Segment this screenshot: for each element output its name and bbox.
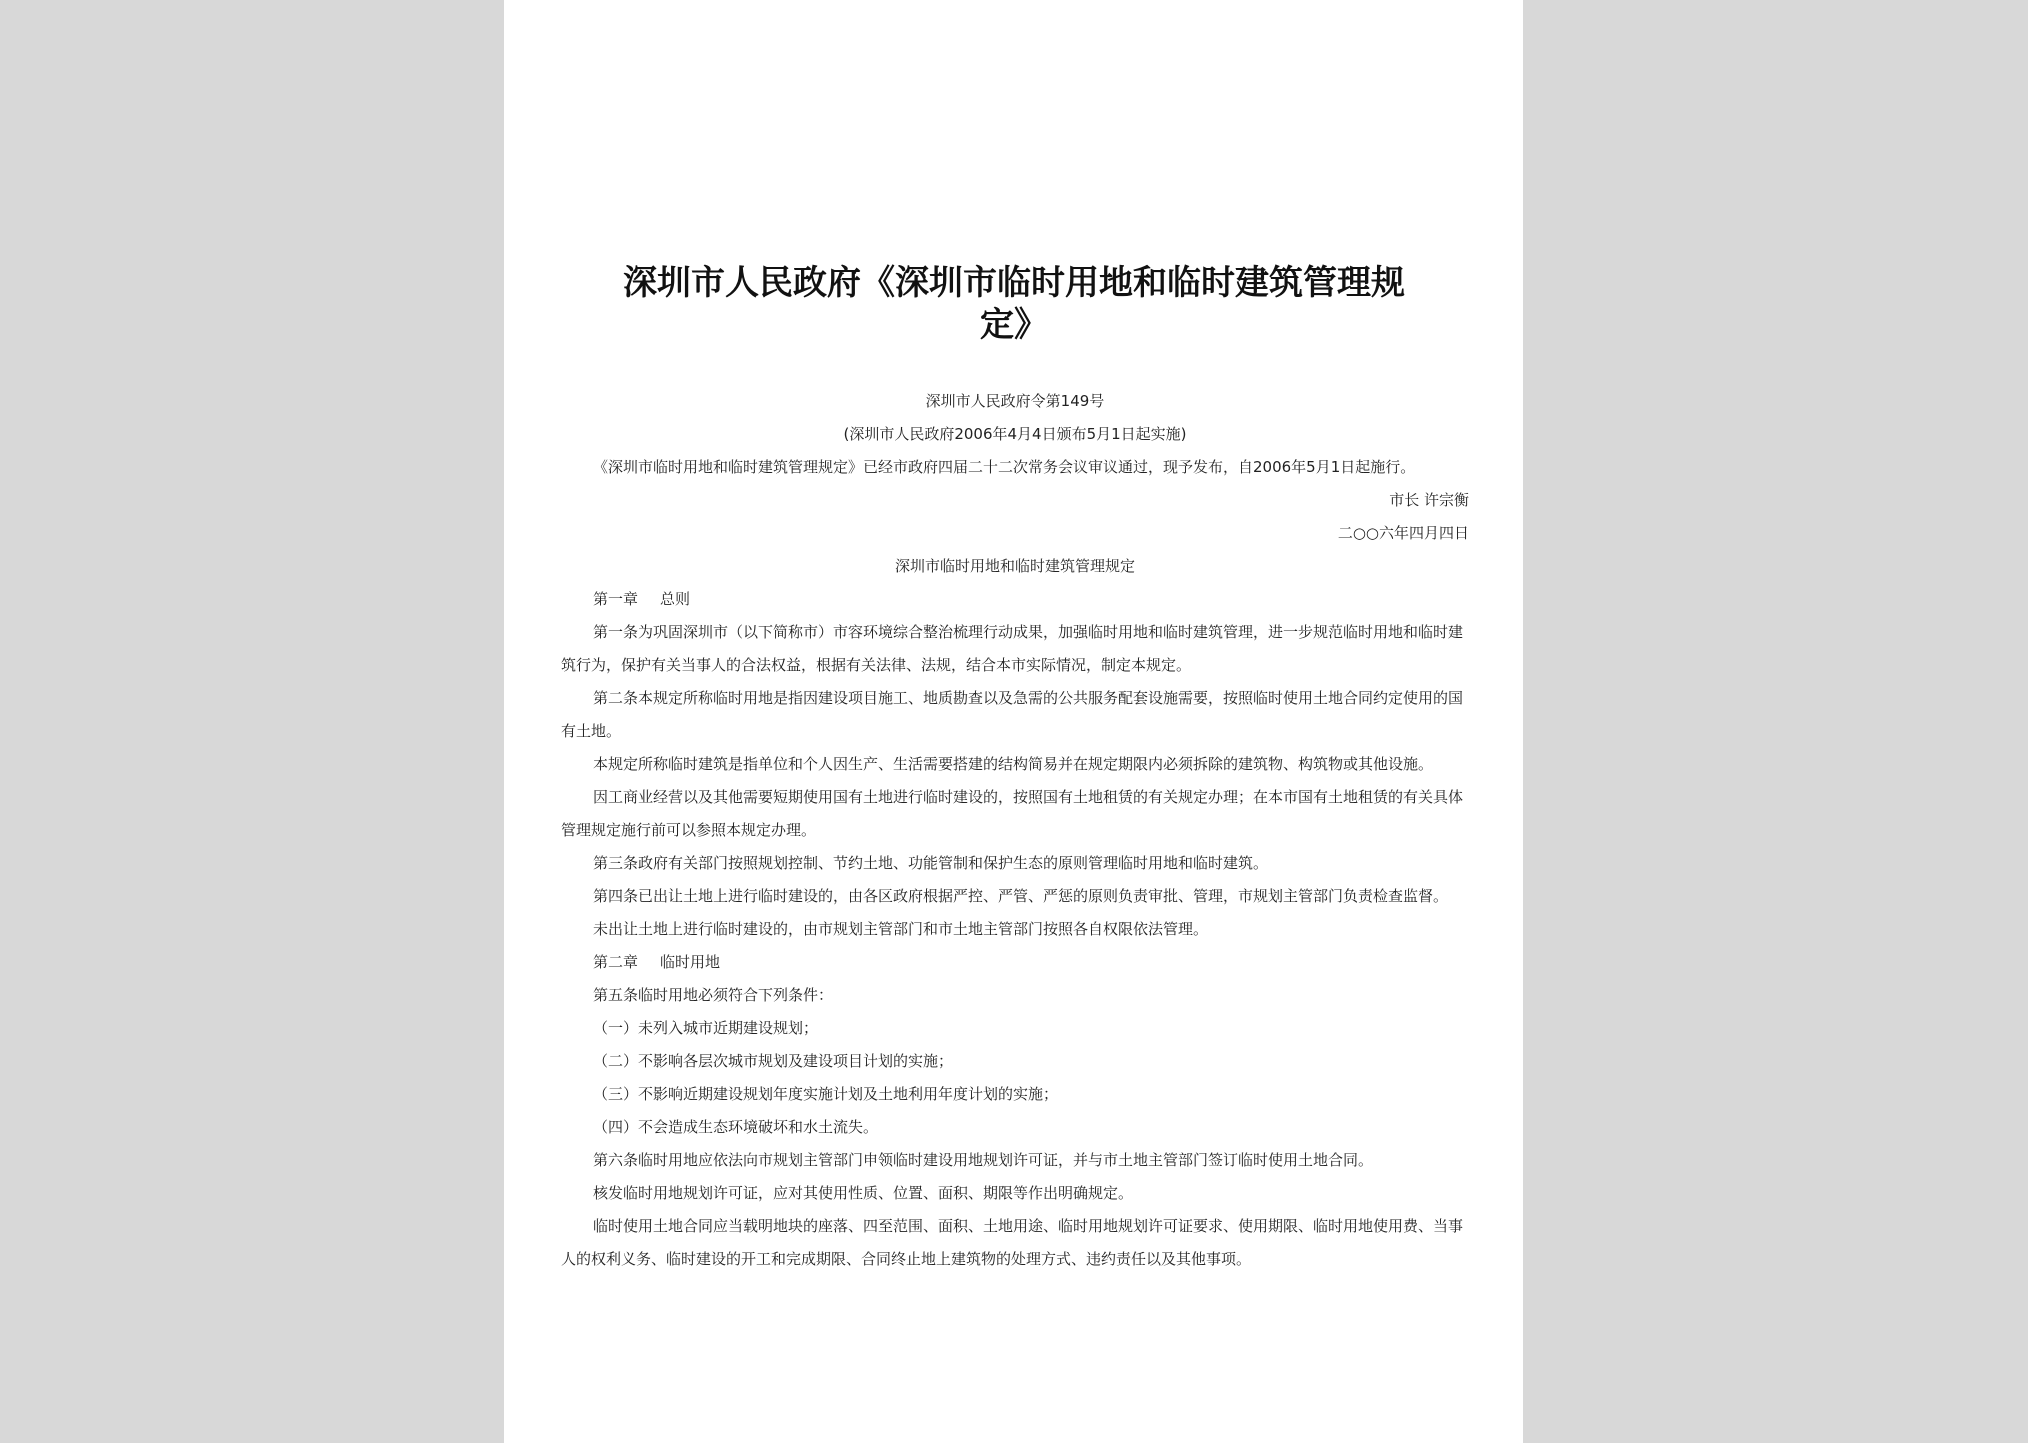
document-title: 深圳市人民政府《深圳市临时用地和临时建筑管理规定》 — [623, 263, 1405, 345]
article-5: 第五条临时用地必须符合下列条件： — [593, 986, 834, 1004]
order-number: 深圳市人民政府令第149号 — [925, 392, 1105, 410]
chapter-heading — [561, 946, 1469, 979]
article-2-paragraph-2: 本规定所称临时建筑是指单位和个人因生产、生活需要搭建的结构简易并在规定期限内必须拆除的建筑物、构筑物或其他设施。 — [593, 755, 1434, 773]
chapter-heading — [561, 583, 1469, 616]
article-4: 第四条已出让土地上进行临时建设的，由各区政府根据严控、严管、严惩的原则负责审批、管理，市规划主管部门负责检查监督。 — [593, 887, 1449, 905]
article-4-paragraph-2: 未出让土地上进行临时建设的，由市规划主管部门和市土地主管部门按照各自权限依法管理。 — [593, 920, 1209, 938]
signer: 市长 许宗衡 — [1389, 491, 1469, 509]
article-5-item: （一）未列入城市近期建设规划； — [593, 1019, 819, 1037]
article-2-paragraph-3: 因工商业经营以及其他需要短期使用国有土地进行临时建设的，按照国有土地租赁的有关规定办理；在本市国有土地租赁的有关具体管理规定施行前可以参照本规定办理。 — [561, 788, 1464, 839]
article-5-item: （四）不会造成生态环境破坏和水土流失。 — [593, 1118, 879, 1136]
document-body — [561, 385, 1469, 1276]
regulation-title: 深圳市临时用地和临时建筑管理规定 — [894, 557, 1135, 575]
article-1: 第一条为巩固深圳市（以下简称市）市容环境综合整治梳理行动成果，加强临时用地和临时建筑管理，进一步规范临时用地和临时建筑行为，保护有关当事人的合法权益，根据有关法律、法规，结合本市实际情况，制定本规定。 — [561, 623, 1464, 674]
chapter-name: 总则 — [660, 590, 691, 608]
article-5-item: （二）不影响各层次城市规划及建设项目计划的实施； — [593, 1052, 954, 1070]
chapter-name: 临时用地 — [660, 953, 721, 971]
signed-date: 二○○六年四月四日 — [1337, 524, 1469, 542]
article-3: 第三条政府有关部门按照规划控制、节约土地、功能管制和保护生态的原则管理临时用地和临时建筑。 — [593, 854, 1269, 872]
issue-note: (深圳市人民政府2006年4月4日颁布5月1日起实施) — [843, 425, 1187, 443]
chapter-number: 第一章 — [593, 590, 639, 608]
announcement-paragraph: 《深圳市临时用地和临时建筑管理规定》已经市政府四届二十二次常务会议审议通过，现予发布，自2006年5月1日起施行。 — [593, 458, 1416, 476]
article-6: 第六条临时用地应依法向市规划主管部门申领临时建设用地规划许可证，并与市土地主管部门签订临时使用土地合同。 — [593, 1151, 1374, 1169]
article-5-item: （三）不影响近期建设规划年度实施计划及土地利用年度计划的实施； — [593, 1085, 1059, 1103]
chapter-number: 第二章 — [593, 953, 639, 971]
article-2: 第二条本规定所称临时用地是指因建设项目施工、地质勘查以及急需的公共服务配套设施需要，按照临时使用土地合同约定使用的国有土地。 — [561, 689, 1464, 740]
article-6-paragraph-2: 核发临时用地规划许可证，应对其使用性质、位置、面积、期限等作出明确规定。 — [593, 1184, 1134, 1202]
article-6-paragraph-3: 临时使用土地合同应当载明地块的座落、四至范围、面积、土地用途、临时用地规划许可证要求、使用期限、临时用地使用费、当事人的权利义务、临时建设的开工和完成期限、合同终止地上建筑物的处理方式、违约责任以及其他事项。 — [561, 1217, 1464, 1268]
document-page — [504, 0, 1523, 1443]
